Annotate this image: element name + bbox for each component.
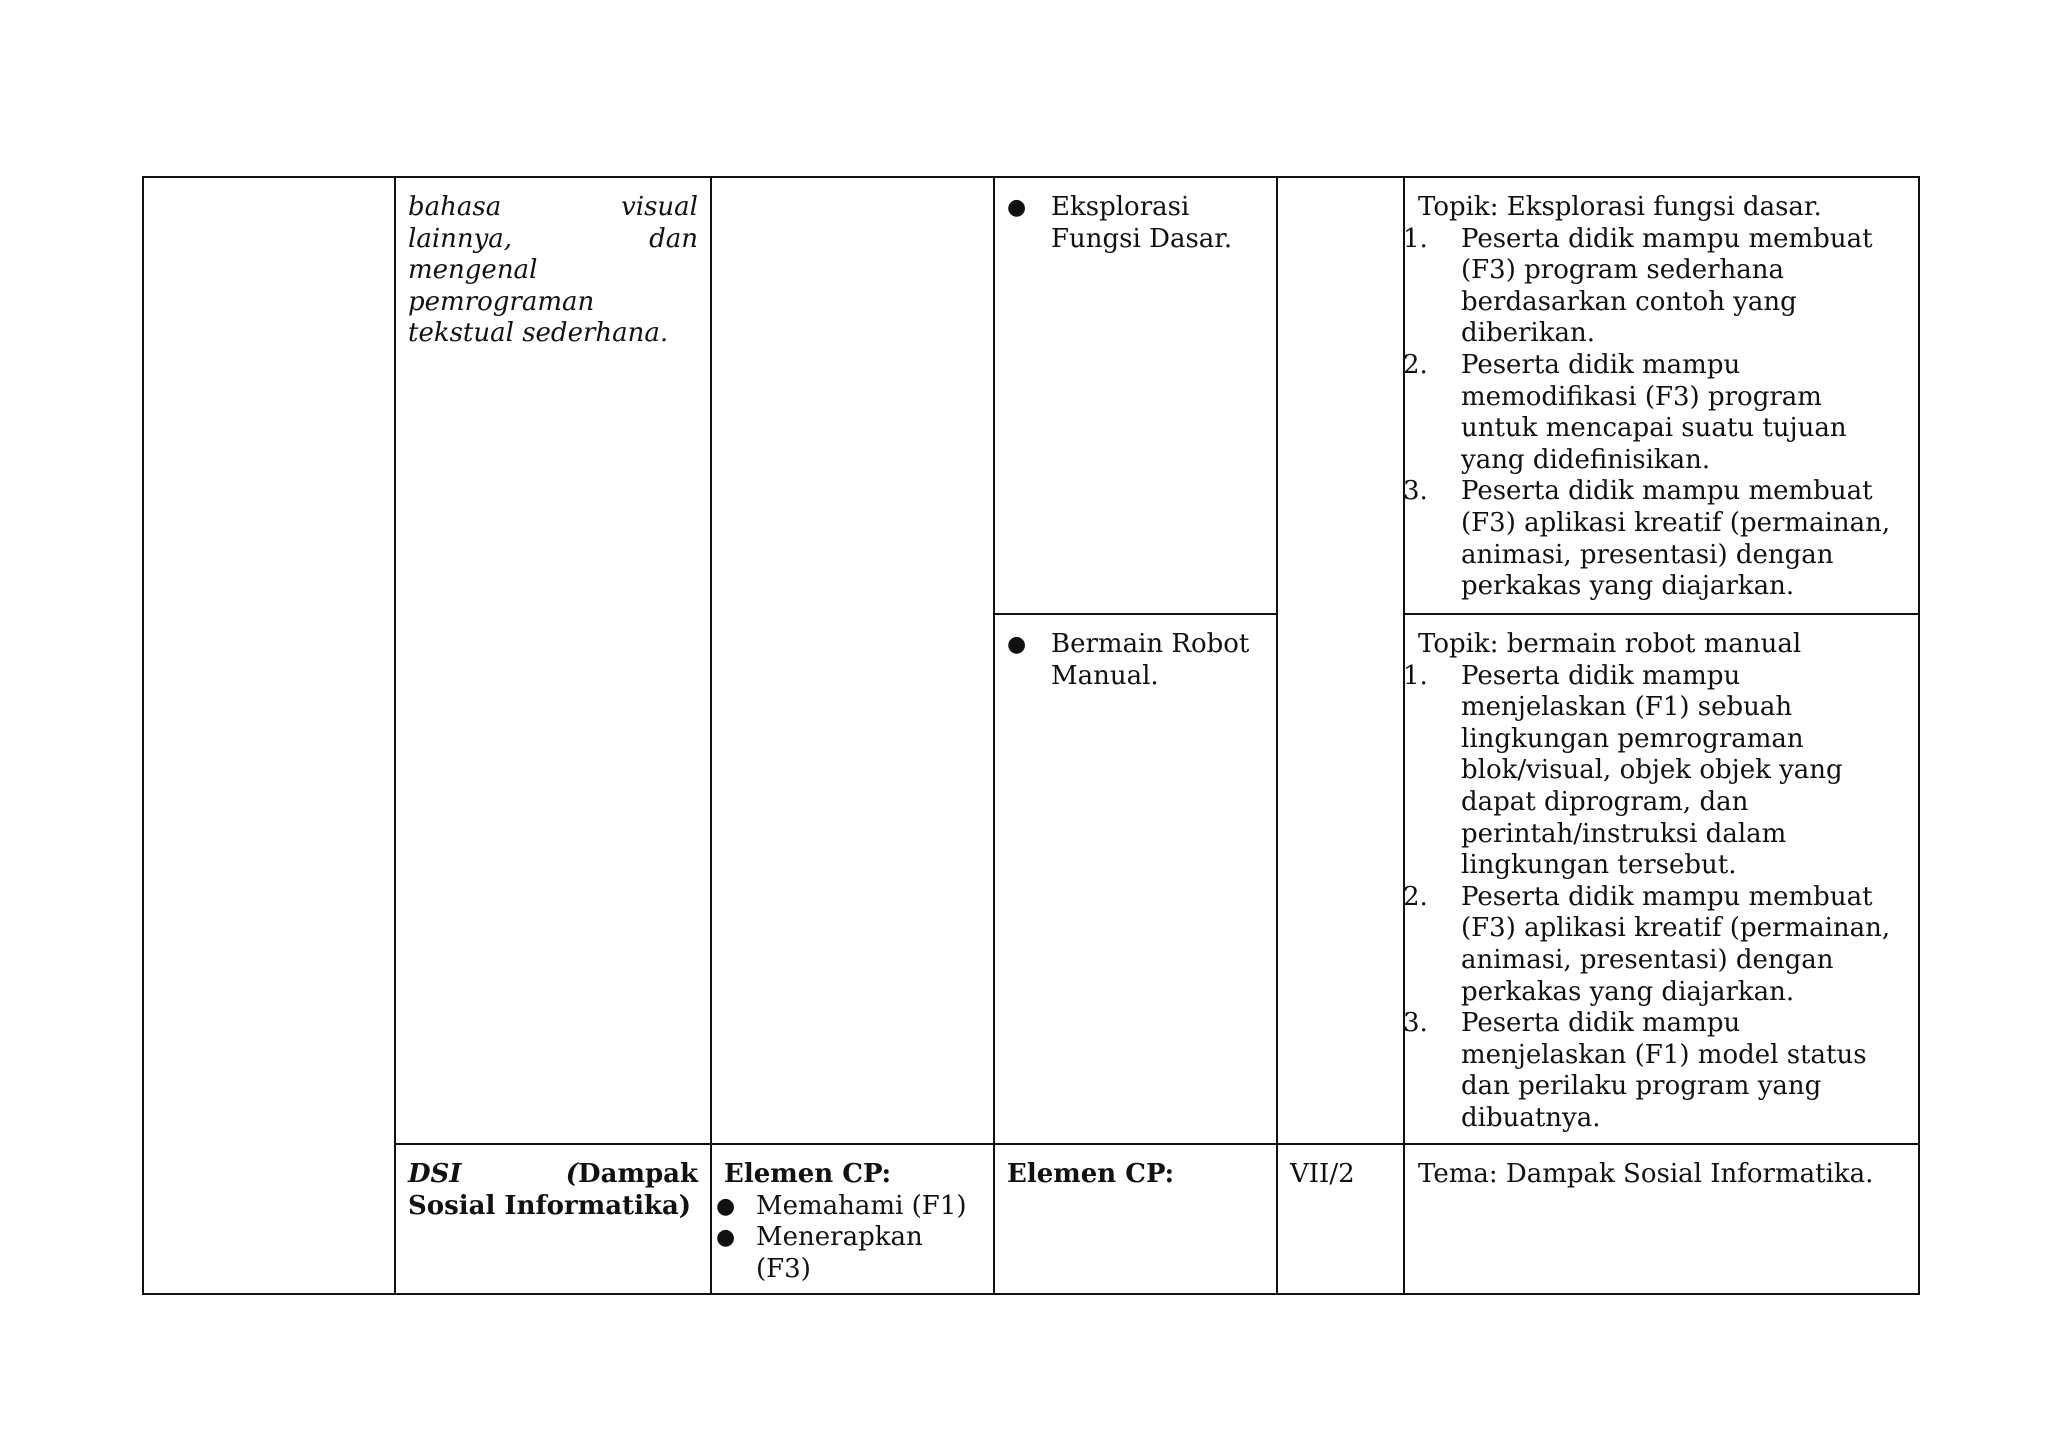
cp-heading: Elemen CP:	[1007, 1159, 1175, 1189]
list-item	[1403, 223, 1906, 350]
curriculum-table	[142, 176, 1920, 1295]
bullet-icon: ●	[1007, 195, 1027, 220]
topic-title: Topik: bermain robot manual	[1418, 629, 1802, 659]
cp-heading: Elemen CP:	[724, 1159, 892, 1189]
list-item	[1403, 1008, 1906, 1134]
item-text: Peserta didik mampu menjelaskan (F1) sebuah lingkungan pemrograman blok/visual, objek objek yang dapat diprogram, dan perintah/instruksi dalam lingkungan tersebut.	[1461, 660, 1843, 881]
item-number: 1.	[1403, 223, 1428, 254]
list-item	[1403, 660, 1906, 882]
bullet-icon: ●	[716, 1225, 736, 1251]
item-number: 3.	[1403, 476, 1428, 507]
item-number: 2.	[1403, 881, 1428, 912]
item-text: Peserta didik mampu membuat (F3) aplikasi kreatif (permainan, animasi, presentasi) dengan perkakas yang diajarkan.	[1461, 476, 1891, 602]
bullet-icon: ●	[1007, 632, 1027, 657]
list-item	[1403, 476, 1906, 602]
empty-cell	[1277, 177, 1404, 1144]
description-text: bahasa visual lainnya, dan mengenal pemrograman tekstual sederhana.	[408, 192, 698, 349]
cp-item: Menerapkan (F3)	[756, 1222, 923, 1284]
cell-element-name	[395, 1144, 711, 1294]
list-item	[1007, 192, 1264, 255]
item-number: 2.	[1403, 349, 1428, 380]
bullet-icon: ●	[716, 1193, 736, 1219]
item-number: 3.	[1403, 1008, 1428, 1039]
material-label: Eksplorasi Fungsi Dasar.	[1051, 192, 1233, 254]
item-number: 1.	[1403, 660, 1428, 691]
item-text: Peserta didik mampu membuat (F3) aplikasi kreatif (permainan, animasi, presentasi) dengan perkakas yang diajarkan.	[1461, 881, 1891, 1007]
list-item	[1007, 629, 1264, 692]
list-item	[1403, 349, 1906, 476]
cell-class-semester	[1277, 1144, 1404, 1294]
list-item	[716, 1190, 981, 1223]
theme-text: Tema: Dampak Sosial Informatika.	[1418, 1159, 1874, 1189]
table-row	[143, 1144, 1919, 1294]
material-label: Bermain Robot Manual.	[1051, 629, 1250, 691]
topic-title: Topik: Eksplorasi fungsi dasar.	[1418, 192, 1822, 222]
empty-cell	[711, 177, 994, 1144]
cell-description	[395, 177, 711, 1144]
item-text: Peserta didik mampu menjelaskan (F1) model status dan perilaku program yang dibuatnya.	[1461, 1008, 1867, 1133]
cp-item: Memahami (F1)	[756, 1190, 967, 1221]
objective-list	[1403, 223, 1906, 603]
cell-material	[994, 177, 1277, 614]
cell-cp-element-2	[994, 1144, 1277, 1294]
cell-objectives	[1404, 614, 1919, 1144]
element-full-name: Dampak Sosial Informatika)	[408, 1159, 698, 1221]
item-text: Peserta didik mampu memodifikasi (F3) program untuk mencapai suatu tujuan yang didefinisikan.	[1461, 349, 1847, 475]
table-row	[143, 177, 1919, 614]
element-name	[408, 1159, 698, 1222]
empty-first-column	[143, 177, 395, 1294]
element-abbreviation: DSI (	[408, 1159, 579, 1189]
cell-theme	[1404, 1144, 1919, 1294]
cell-material	[994, 614, 1277, 1144]
cell-objectives	[1404, 177, 1919, 614]
class-semester: VII/2	[1290, 1159, 1355, 1189]
item-text: Peserta didik mampu membuat (F3) program sederhana berdasarkan contoh yang diberikan.	[1461, 223, 1873, 349]
cell-cp-element	[711, 1144, 994, 1294]
objective-list	[1403, 660, 1906, 1135]
list-item	[716, 1222, 981, 1285]
list-item	[1403, 881, 1906, 1008]
